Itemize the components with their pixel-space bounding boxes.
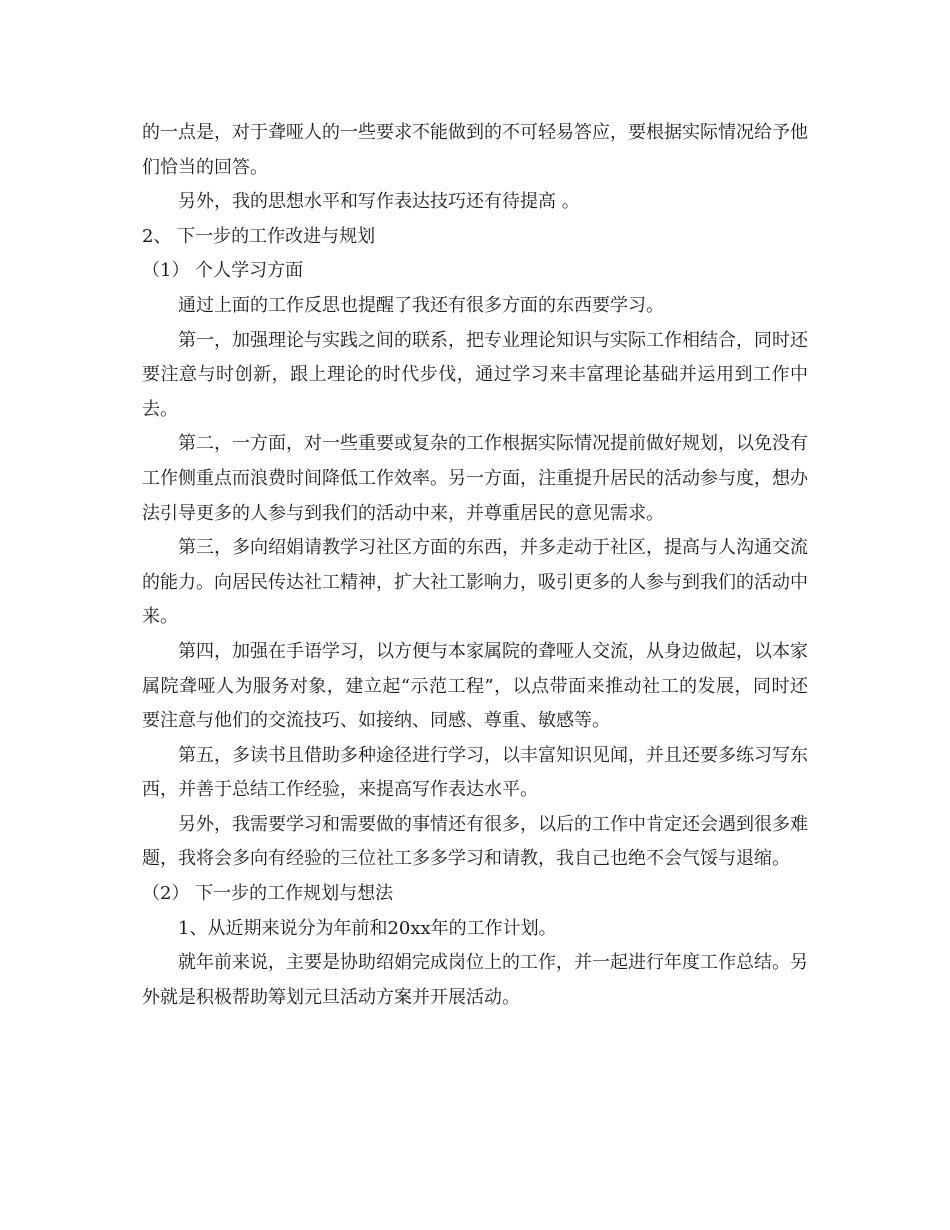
paragraph-writing-skills: 另外，我的思想水平和写作表达技巧还有待提高 。 bbox=[178, 191, 580, 213]
subsection-heading-next-plan: （2） 下一步的工作规划与想法 bbox=[142, 883, 394, 905]
paragraph-year-end: 就年前来说，主要是协助绍娟完成岗位上的工作，并一起进行年度工作总结。另外就是积极帮助筹划元旦活动方案并开展活动。 bbox=[142, 952, 808, 1008]
paragraph-second: 第二，一方面，对一些重要或复杂的工作根据实际情况提前做好规划，以免没有工作侧重点而浪费时间降低工作效率。另一方面，注重提升居民的活动参与度，想办法引导更多的人参与到我们的活动中来，并尊重居民的意见需求。 bbox=[142, 433, 808, 524]
paragraph-near-term: 1、从近期来说分为年前和20xx年的工作计划。 bbox=[178, 917, 557, 939]
paragraph-fourth: 第四，加强在手语学习，以方便与本家属院的聋哑人交流，从身边做起，以本家属院聋哑人为服务对象，建立起“示范工程”，以点带面来推动社工的发展，同时还要注意与他们的交流技巧、如接纳、同感、尊重、敏感等。 bbox=[142, 640, 808, 732]
document-body bbox=[142, 116, 808, 1015]
paragraph-fifth: 第五，多读书且借助多种途径进行学习，以丰富知识见闻，并且还要多练习写东西，并善于总结工作经验，来提高写作表达水平。 bbox=[142, 744, 808, 801]
paragraph-continuation: 的一点是，对于聋哑人的一些要求不能做到的不可轻易答应，要根据实际情况给予他们恰当的回答。 bbox=[142, 122, 808, 178]
paragraph-additionally: 另外，我需要学习和需要做的事情还有很多，以后的工作中肯定还会遇到很多难题，我将会多向有经验的三位社工多多学习和请教，我自己也绝不会气馁与退缩。 bbox=[142, 813, 808, 870]
subsection-heading-personal-learning: （1） 个人学习方面 bbox=[142, 260, 304, 282]
section-heading-improvement-plan: 2、 下一步的工作改进与规划 bbox=[142, 225, 376, 247]
paragraph-learning-intro: 通过上面的工作反思也提醒了我还有很多方面的东西要学习。 bbox=[178, 294, 664, 316]
paragraph-first: 第一，加强理论与实践之间的联系，把专业理论知识与实际工作相结合，同时还要注意与时创新，跟上理论的时代步伐，通过学习来丰富理论基础并运用到工作中去。 bbox=[142, 329, 808, 420]
paragraph-third: 第三，多向绍娟请教学习社区方面的东西，并多走动于社区，提高与人沟通交流的能力。向居民传达社工精神，扩大社工影响力，吸引更多的人参与到我们的活动中来。 bbox=[142, 537, 808, 628]
